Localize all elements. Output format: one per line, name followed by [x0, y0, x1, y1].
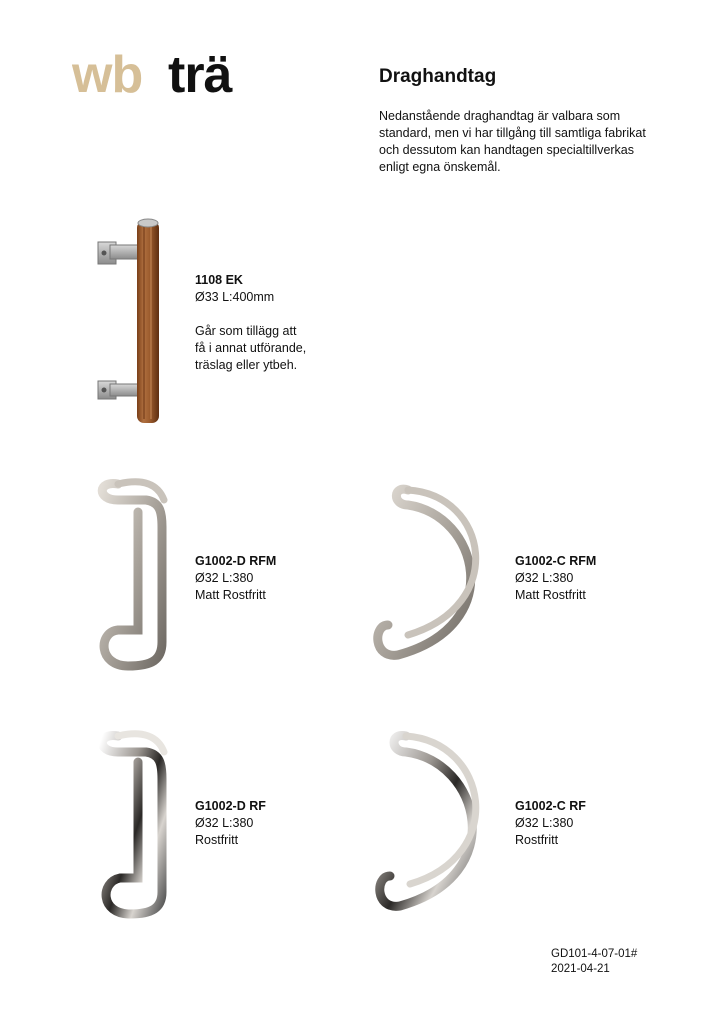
product-caption-g1002-d-rfm — [195, 553, 276, 604]
logo-text-wb: wb — [72, 48, 143, 98]
wbtra-logo — [72, 48, 277, 98]
product-code: G1002-D RFM — [195, 554, 277, 568]
product-caption-g1002-c-rf — [515, 798, 586, 849]
product-code: G1002-C RFM — [515, 554, 597, 568]
product-finish: Matt Rostfritt — [195, 588, 266, 602]
product-spec: Ø32 L:380 — [195, 571, 254, 585]
product-finish: Rostfritt — [515, 833, 559, 847]
d-handle-matt-image — [88, 472, 183, 677]
page-title: Draghandtag — [379, 66, 497, 87]
logo-text-tra: trä — [168, 48, 232, 98]
product-caption-g1002-c-rfm — [515, 553, 596, 604]
product-spec: Ø32 L:380 — [195, 816, 254, 830]
product-finish: Rostfritt — [195, 833, 239, 847]
d-handle-polished-image — [90, 722, 180, 922]
c-handle-matt-image — [368, 475, 503, 675]
document-footer — [551, 947, 637, 977]
product-note-line: få i annat utförande, — [195, 341, 307, 355]
product-caption-1108-ek — [195, 272, 306, 374]
c-handle-polished-image — [370, 720, 505, 925]
product-note-line: Går som tillägg att — [195, 324, 297, 338]
product-caption-g1002-d-rf — [195, 798, 266, 849]
product-spec: Ø33 L:400mm — [195, 290, 275, 304]
product-spec: Ø32 L:380 — [515, 816, 574, 830]
document-id: GD101-4-07-01# — [551, 948, 638, 960]
product-note-line: träslag eller ytbeh. — [195, 358, 298, 372]
product-code: 1108 EK — [195, 273, 243, 287]
wooden-handle-image — [92, 215, 172, 430]
intro-text: Nedanstående draghandtag är valbara som standard, men vi har tillgång till samtliga fabrikat och dessutom kan handtagen specialtillverkas enligt egna önskemål. — [379, 109, 646, 174]
document-date: 2021-04-21 — [551, 963, 610, 975]
product-code: G1002-D RF — [195, 799, 266, 813]
product-spec: Ø32 L:380 — [515, 571, 574, 585]
product-code: G1002-C RF — [515, 799, 586, 813]
product-finish: Matt Rostfritt — [515, 588, 586, 602]
